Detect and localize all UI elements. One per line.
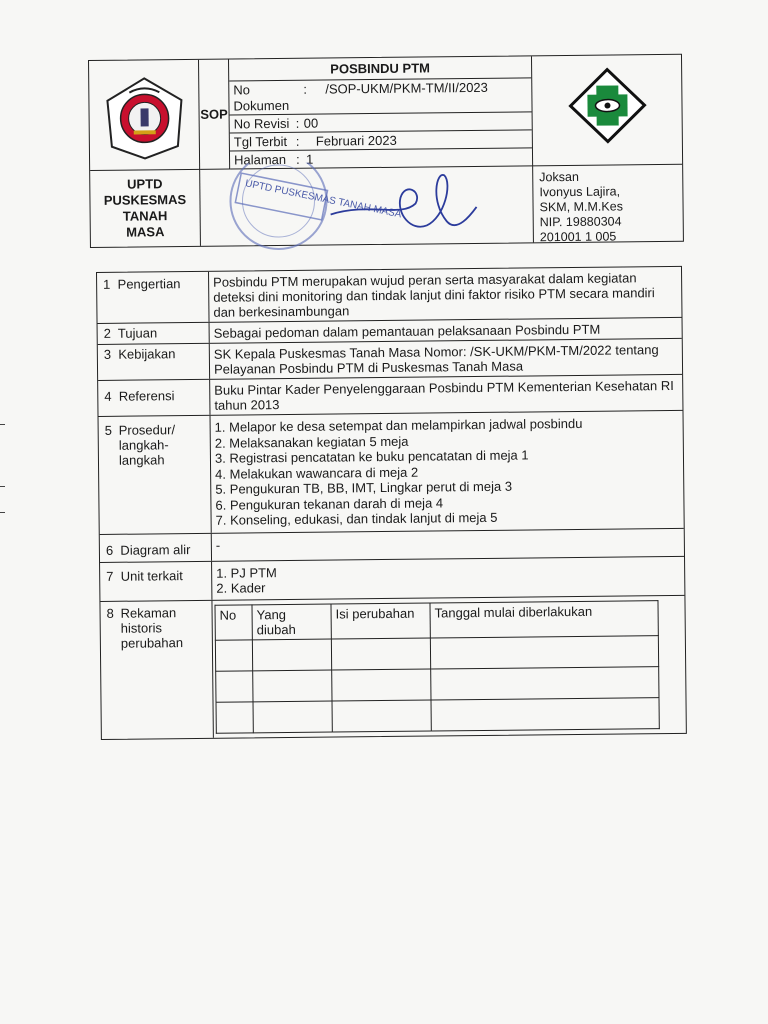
column-header: Yang diubah: [252, 604, 331, 640]
row-pengertian: 1 Pengertian Posbindu PTM merupakan wujud peran serta masyarakat dalam kegiatan deteksi dini monitoring dan tindak lanjut dini faktor risiko PTM secara mandiri dan berkesinambungan: [97, 267, 682, 324]
procedure-steps: [215, 415, 680, 528]
sop-content-table: [96, 266, 687, 740]
issue-date: Februari 2023: [315, 132, 397, 149]
table-row: [216, 666, 659, 702]
meta-row-issue-date: Tgl Terbit : Februari 2023: [230, 130, 532, 151]
row-unit-terkait: 7 Unit terkait 1. PJ PTM 2. Kader: [100, 556, 684, 601]
row-label: Tujuan: [117, 325, 158, 341]
row-label: Pengertian: [117, 276, 181, 292]
table-row: [216, 697, 659, 733]
row-value: SK Kepala Puskesmas Tanah Masa Nomor: /SK-UKM/PKM-TM/2022 tentang Pelayanan Posbindu PTM di Puskesmas Tanah Masa: [213, 342, 659, 377]
column-header: Tanggal mulai diberlakukan: [430, 600, 658, 637]
procedure-step: 6. Pengukuran tekanan darah di meja 4: [215, 494, 444, 513]
row-value: Buku Pintar Kader Penyelenggaraan Posbindu PTM Kementerian Kesehatan RI tahun 2013: [214, 377, 674, 413]
row-diagram-alir: 6 Diagram alir -: [100, 528, 684, 562]
procedure-step: 2. Melaksanakan kegiatan 5 meja: [214, 433, 409, 451]
meta-row-revision: No Revisi : 00: [230, 112, 532, 133]
unit-item: 2. Kader: [216, 580, 266, 596]
row-kebijakan: 3 Kebijakan SK Kepala Puskesmas Tanah Masa Nomor: /SK-UKM/PKM-TM/2022 tentang Pelayanan Posbindu PTM di Puskesmas Tanah Masa: [98, 339, 682, 381]
row-tujuan: 2 Tujuan Sebagai pedoman dalam pemantauan pelaksanaan Posbindu PTM: [98, 318, 682, 345]
unit-item: 1. PJ PTM: [216, 564, 277, 581]
revision-history-table: [214, 600, 659, 734]
row-value: [212, 556, 684, 599]
row-label: Prosedur/ langkah-langkah: [118, 422, 176, 468]
row-label: Referensi: [118, 388, 175, 404]
official-stamp: [200, 160, 533, 253]
procedure-step: 3. Registrasi pencatatan ke buku pencatatan di meja 1: [214, 447, 529, 466]
revision-number: 00: [303, 115, 319, 131]
row-referensi: 4 Referensi Buku Pintar Kader Penyelenggaraan Posbindu PTM Kementerian Kesehatan RI tahun 2013: [98, 375, 682, 417]
meta-row-no: No : /SOP-UKM/PKM-TM/II/2023: [233, 79, 488, 97]
row-label: Rekaman historis perubahan: [120, 604, 184, 651]
signature-area: [200, 166, 533, 245]
document-title: POSBINDU PTM: [229, 56, 531, 81]
puskesmas-logo: [531, 55, 682, 167]
document-number: /SOP-UKM/PKM-TM/II/2023: [325, 79, 488, 97]
regency-logo: [89, 60, 200, 171]
procedure-step: 4. Melakukan wawancara di meja 2: [215, 464, 419, 482]
row-rekaman-historis: 8 Rekaman historis perubahan No Yang diubah Isi perubahan Tanggal mulai diberlakukan: [100, 595, 685, 738]
unit-list: [216, 560, 680, 596]
svg-text:UPTD PUSKESMAS TANAH MASA: UPTD PUSKESMAS TANAH MASA: [244, 178, 403, 221]
meta-row-dokumen: Dokumen: [229, 94, 531, 115]
sop-header-table: [88, 54, 684, 248]
column-header: No: [215, 604, 252, 639]
official-name: Joksan Ivonyus Lajira, SKM, M.M.Kes NIP. 19880304 201001 1 005: [532, 165, 683, 243]
margin-mark: [0, 512, 5, 513]
procedure-step: 7. Konseling, edukasi, dan tindak lanjut di meja 5: [215, 509, 498, 528]
row-value: Sebagai pedoman dalam pemantauan pelaksanaan Posbindu PTM: [213, 321, 601, 341]
meta-row-page: Halaman : 1: [230, 148, 532, 169]
row-prosedur: 5 Prosedur/ langkah-langkah 1. Melapor ke desa setempat dan melampirkan jadwal posbindu 2. Melaksanakan kegiatan 5 meja 3. Registrasi pencatatan ke buku pencatatan di meja 1 4. Melakukan wawancara di meja 2 5. Pengukuran TB, BB, IMT, Lingkar perut di meja 3 6. Pengukuran tekanan darah di meja 4 7. Konseling, edukasi, dan tindak lanjut di meja 5: [99, 411, 684, 535]
margin-mark: [0, 486, 5, 487]
row-label: Unit terkait: [120, 567, 183, 584]
row-value: -: [215, 537, 221, 553]
procedure-step: 5. Pengukuran TB, BB, IMT, Lingkar perut di meja 3: [215, 478, 513, 497]
row-value: Posbindu PTM merupakan wujud peran serta masyarakat dalam kegiatan deteksi dini monitoring dan tindak lanjut dini faktor risiko PTM secara mandiri dan berkesinambungan: [213, 270, 655, 320]
organization-name: UPTD PUSKESMAS TANAH MASA: [90, 170, 201, 247]
sop-label: SOP: [199, 60, 230, 170]
margin-mark: [0, 424, 5, 425]
row-label: Kebijakan: [118, 346, 176, 362]
row-label: Diagram alir: [120, 541, 191, 558]
page-number: 1: [305, 151, 314, 167]
column-header: Isi perubahan: [331, 603, 430, 639]
table-header-row: [215, 600, 658, 640]
procedure-step: 1. Melapor ke desa setempat dan melampirkan jadwal posbindu: [214, 415, 583, 435]
row-value: [211, 411, 684, 532]
table-row: [215, 635, 658, 671]
